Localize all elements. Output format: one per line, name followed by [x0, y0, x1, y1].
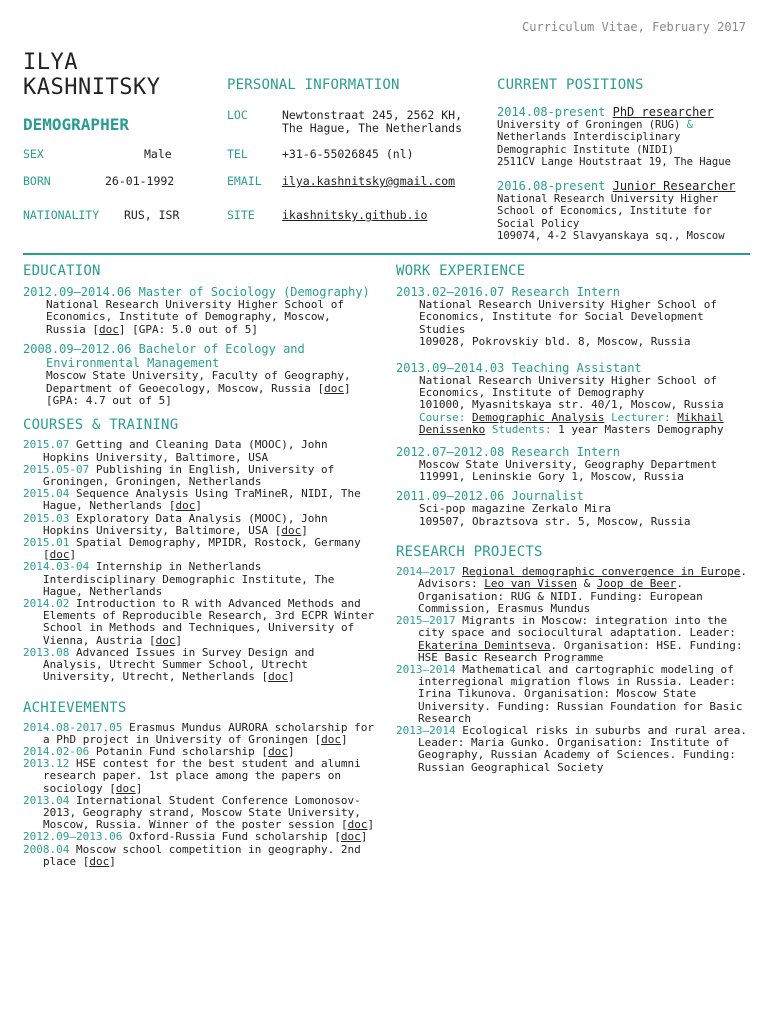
item-text: Erasmus Mundus AURORA scholarship for a PhD project in University of Groningen	[43, 720, 375, 746]
doc-link[interactable]: doc	[321, 732, 342, 746]
doc-link[interactable]: doc	[155, 633, 176, 647]
education-2-gpa: [GPA: 4.7 out of 5]	[46, 394, 172, 408]
work-1-body: National Research University Higher School of Economics, Institute for Social Development Studies	[419, 298, 718, 336]
education-heading: EDUCATION	[23, 263, 101, 279]
doc-link[interactable]: doc	[99, 322, 119, 336]
work-3-addr: 119991, Leninskie Gory 1, Moscow, Russia	[419, 470, 684, 484]
lecturer-label: Lecturer:	[611, 410, 671, 424]
item-text: International Student Conference Lomonosov-2013, Geography strand, Moscow State University, Moscow, Russia. Winner of the poster session	[43, 793, 361, 832]
nationality-value: RUS, ISR	[124, 208, 180, 222]
work-entry	[396, 361, 752, 437]
work-entry	[396, 285, 752, 349]
research-list	[396, 566, 752, 773]
advisor-2-link[interactable]: Joop de Beer	[596, 577, 677, 591]
item-date: 2015.01	[23, 536, 70, 550]
item-date: 2013.12	[23, 757, 70, 771]
doc-link[interactable]: doc	[347, 818, 368, 832]
course-label: Course:	[419, 410, 466, 424]
list-item: 2014.02-06 Potanin Fund scholarship [doc]	[23, 744, 295, 758]
list-item: 2013.08 Advanced Issues in Survey Design and Analysis, Utrecht Summer School, Utrecht University, Utrecht, Netherlands [doc]	[23, 645, 315, 684]
right-column	[396, 263, 752, 774]
list-item	[396, 615, 752, 664]
doc-link[interactable]: doc	[268, 744, 288, 758]
doc-link[interactable]: doc	[115, 781, 136, 795]
tel-label: TEL	[227, 147, 248, 161]
students-label: Students:	[491, 423, 552, 437]
name-first: ILYA	[23, 50, 78, 75]
item-text: Mathematical and cartographic modeling of interregional migration flows in Russia. Leader: Irina Tikunova. Organisation: Moscow State University. Funding: Russian Foundation for Basic Research	[418, 662, 743, 725]
item-text: Moscow school competition in geography. 2nd place	[43, 842, 361, 868]
positions-heading: CURRENT POSITIONS	[497, 77, 644, 93]
list-item: 2014–2017 Regional demographic convergence in Europe. Advisors: Leo van Vissen & Joop de Beer. Organisation: RUG & NIDI. Funding: European Commission, Erasmus Mundus	[396, 565, 748, 615]
name-last: KASHNITSKY	[23, 75, 161, 100]
education-1-body: National Research University Higher School of Economics, Institute of Demography, Moscow, Russia [doc] [GPA: 5.0 out of 5]	[46, 298, 345, 336]
item-text: HSE contest for the best student and alumni research paper. 1st place among the papers on sociology	[43, 757, 361, 795]
work-4-addr: 109507, Obraztsova str. 5, Moscow, Russia	[419, 514, 691, 528]
list-item	[396, 664, 752, 725]
item-date: 2008.04	[23, 842, 70, 856]
research-1-rest: Organisation: RUG & NIDI. Funding: European Commission, Erasmus Mundus	[418, 589, 703, 615]
list-item	[23, 464, 375, 488]
item-date: 2014.02	[23, 597, 70, 611]
item-text: Exploratory Data Analysis (MOOC), John Hopkins University, Baltimore, USA	[43, 511, 328, 537]
item-text: Sequence Analysis Using TraMineR, NIDI, The Hague, Netherlands	[43, 487, 361, 513]
cv-date: Curriculum Vitae, February 2017	[522, 20, 746, 34]
item-text: Getting and Cleaning Data (MOOC), John Hopkins University, Baltimore, USA	[43, 438, 328, 464]
position-1	[497, 105, 755, 168]
item-date: 2013.08	[23, 645, 70, 659]
email-label: EMAIL	[227, 174, 262, 188]
item-text: Introduction to R with Advanced Methods and Elements of Reproducible Research, 3rd ECPR Winter School in Methods and Techniques, University of Vienna, Austria	[43, 597, 375, 647]
work-3-body: Moscow State University, Geography Department	[419, 457, 718, 471]
doc-link[interactable]: doc	[268, 670, 289, 684]
doc-link[interactable]: doc	[49, 548, 70, 562]
sex-value: Male	[144, 147, 172, 161]
list-item: 2012.09–2013.06 Oxford-Russia Fund scholarship [doc]	[23, 830, 368, 844]
achievements-list	[23, 722, 375, 868]
position-1-role[interactable]: PhD researcher	[612, 105, 714, 119]
position-1-org	[497, 119, 755, 156]
research-1-title[interactable]: Regional demographic convergence in Europe	[462, 565, 741, 579]
courses-list	[23, 439, 375, 683]
doc-link[interactable]: doc	[175, 499, 196, 513]
courses-heading: COURSES & TRAINING	[23, 417, 179, 434]
list-item	[23, 561, 375, 598]
item-date: 2015.07	[23, 438, 70, 452]
born-value: 26-01-1992	[105, 174, 175, 188]
position-1-org-a: University of Groningen (RUG)	[497, 119, 681, 131]
tel-value: +31-6-55026845 (nl)	[282, 147, 414, 161]
work-1-addr: 109028, Pokrovskiy bld. 8, Moscow, Russia	[419, 335, 691, 349]
lecturer-link[interactable]: Mikhail Denissenko	[419, 410, 724, 437]
advisors-label: Advisors:	[418, 577, 478, 591]
education-1-gpa: [GPA: 5.0 out of 5]	[132, 322, 258, 336]
position-1-addr: 2511CV Lange Houtstraat 19, The Hague	[497, 155, 731, 168]
education-1-text: National Research University Higher School of Economics, Institute of Demography, Moscow, Russia	[46, 298, 345, 336]
item-text: Advanced Issues in Survey Design and Analysis, Utrecht Summer School, Utrecht University, Utrecht, Netherlands	[43, 645, 315, 684]
work-heading: WORK EXPERIENCE	[396, 263, 526, 279]
advisor-amp: &	[583, 577, 591, 591]
research-2-title: Migrants in Moscow: integration into the city space and sociocultural adaptation. Leader:	[418, 614, 736, 640]
position-2-org: National Research University Higher School of Economics, Institute for Social Policy	[497, 193, 719, 230]
item-date: 2015.05-07	[23, 462, 90, 476]
position-2-addr: 109074, 4-2 Slavyanskaya sq., Moscow	[497, 229, 725, 242]
header-divider	[23, 253, 750, 255]
education-2-body: Moscow State University, Faculty of Geography, Department of Geoecology, Moscow, Russia [doc] [GPA: 4.7 out of 5]	[23, 370, 375, 407]
item-text: Publishing in English, University of Groningen, Groningen, Netherlands	[43, 462, 335, 489]
position-1-org-b: Netherlands Interdisciplinary Demographic Institute (NIDI)	[497, 131, 681, 156]
loc-label: LOC	[227, 108, 248, 122]
advisor-1-link[interactable]: Leo van Vissen	[484, 577, 577, 591]
item-text: Potanin Fund scholarship	[95, 744, 255, 758]
item-date: 2013–2014	[396, 662, 456, 676]
work-2-addr: 101000, Myasnitskaya str. 40/1, Moscow, Russia	[419, 398, 724, 412]
item-date: 2014–2017	[396, 565, 456, 579]
item-date: 2013–2014	[396, 723, 456, 737]
list-item: 2008.04 Moscow school competition in geography. 2nd place [doc]	[23, 842, 361, 868]
item-date: 2014.02-06	[23, 744, 90, 758]
work-4-head: 2011.09–2012.06 Journalist	[396, 489, 584, 504]
loc-line-2: The Hague, The Netherlands	[282, 121, 463, 135]
students-value: 1 year Masters Demography	[558, 423, 724, 437]
item-text: Ecological risks in suburbs and rural area. Leader: Maria Gunko. Organisation: Institute of Geography, Russian Academy of Sciences. Funding: Russian Geographical Society	[418, 723, 748, 774]
position-2-date: 2016.08-present	[497, 179, 606, 193]
list-item: 2015.01 Spatial Demography, MPIDR, Rostock, Germany [doc]	[23, 536, 361, 562]
item-text: Spatial Demography, MPIDR, Rostock, Germany	[75, 536, 361, 550]
education-entry	[23, 285, 375, 336]
work-entry	[396, 445, 752, 484]
position-2-role[interactable]: Junior Researcher	[612, 179, 736, 193]
list-item: 2013.12 HSE contest for the best student and alumni research paper. 1st place among the papers on sociology [doc]	[23, 757, 361, 795]
work-2-details	[396, 412, 752, 437]
born-label: BORN	[23, 174, 51, 188]
item-date: 2013.04	[23, 793, 70, 807]
site-label: SITE	[227, 208, 255, 222]
work-entry	[396, 489, 752, 528]
work-4-body: Sci-pop magazine Zerkalo Mira	[419, 502, 612, 516]
item-date: 2014.08-2017.05	[23, 720, 123, 734]
email-link[interactable]: ilya.kashnitsky@gmail.com	[282, 174, 456, 188]
nationality-label: NATIONALITY	[23, 208, 100, 222]
education-2-head-1: 2008.09–2012.06 Bachelor of Ecology and	[23, 342, 305, 357]
list-item	[23, 439, 375, 463]
item-date: 2014.03-04	[23, 560, 90, 574]
job-title: DEMOGRAPHER	[23, 115, 129, 134]
item-text: Oxford-Russia Fund scholarship	[128, 830, 328, 844]
loc-line-1: Newtonstraat 245, 2562 KH,	[282, 108, 463, 122]
item-date: 2015.03	[23, 511, 70, 525]
position-1-date: 2014.08-present	[497, 105, 606, 119]
education-entry	[23, 342, 375, 407]
research-2-leader-link[interactable]: Ekaterina Demintseva	[418, 638, 551, 652]
list-item: 2014.08-2017.05 Erasmus Mundus AURORA scholarship for a PhD project in University of Groningen [doc]	[23, 720, 375, 746]
site-link[interactable]: ikashnitsky.github.io	[282, 208, 428, 222]
list-item	[396, 725, 752, 774]
item-date: 2015.04	[23, 487, 70, 501]
personal-heading: PERSONAL INFORMATION	[227, 77, 400, 93]
doc-link[interactable]: doc	[324, 381, 345, 395]
course-link[interactable]: Demographic Analysis	[471, 410, 605, 424]
work-1-head: 2013.02–2016.07 Research Intern	[396, 285, 620, 299]
left-column	[23, 263, 375, 868]
doc-link[interactable]: doc	[340, 830, 361, 844]
list-item: 2015.03 Exploratory Data Analysis (MOOC), John Hopkins University, Baltimore, USA [doc]	[23, 511, 328, 537]
research-heading: RESEARCH PROJECTS	[396, 544, 543, 561]
work-2-head: 2013.09–2014.03 Teaching Assistant	[396, 360, 642, 375]
item-date: 2012.09–2013.06	[23, 830, 123, 844]
education-1-head: 2012.09–2014.06 Master of Sociology (Demography)	[23, 285, 370, 299]
education-2-text: Moscow State University, Faculty of Geography, Department of Geoecology, Moscow, Russia	[46, 369, 351, 395]
item-date: 2015–2017	[396, 614, 456, 628]
education-2-head-2: Environmental Management	[46, 356, 220, 371]
position-1-amp: &	[686, 119, 693, 131]
work-3-head: 2012.07–2012.08 Research Intern	[396, 444, 620, 459]
item-text: Internship in Netherlands Interdisciplinary Demographic Institute, The Hague, Netherlands	[43, 560, 335, 598]
achievements-heading: ACHIEVEMENTS	[23, 699, 127, 716]
doc-link[interactable]: doc	[281, 523, 302, 537]
research-2-rest: . Organisation: HSE. Funding: HSE Basic Research Programme	[418, 638, 743, 664]
list-item: 2014.02 Introduction to R with Advanced Methods and Elements of Reproducible Research, 3rd ECPR Winter School in Methods and Techniques, University of Vienna, Austria [doc]	[23, 597, 375, 647]
work-2-body: National Research University Higher School of Economics, Institute of Demography	[419, 373, 718, 400]
doc-link[interactable]: doc	[89, 854, 110, 868]
sex-label: SEX	[23, 147, 44, 161]
list-item: 2015.04 Sequence Analysis Using TraMineR, NIDI, The Hague, Netherlands [doc]	[23, 487, 361, 513]
list-item: 2013.04 International Student Conference Lomonosov-2013, Geography strand, Moscow State University, Moscow, Russia. Winner of the poster session [doc]	[23, 793, 375, 832]
position-2	[497, 179, 755, 242]
